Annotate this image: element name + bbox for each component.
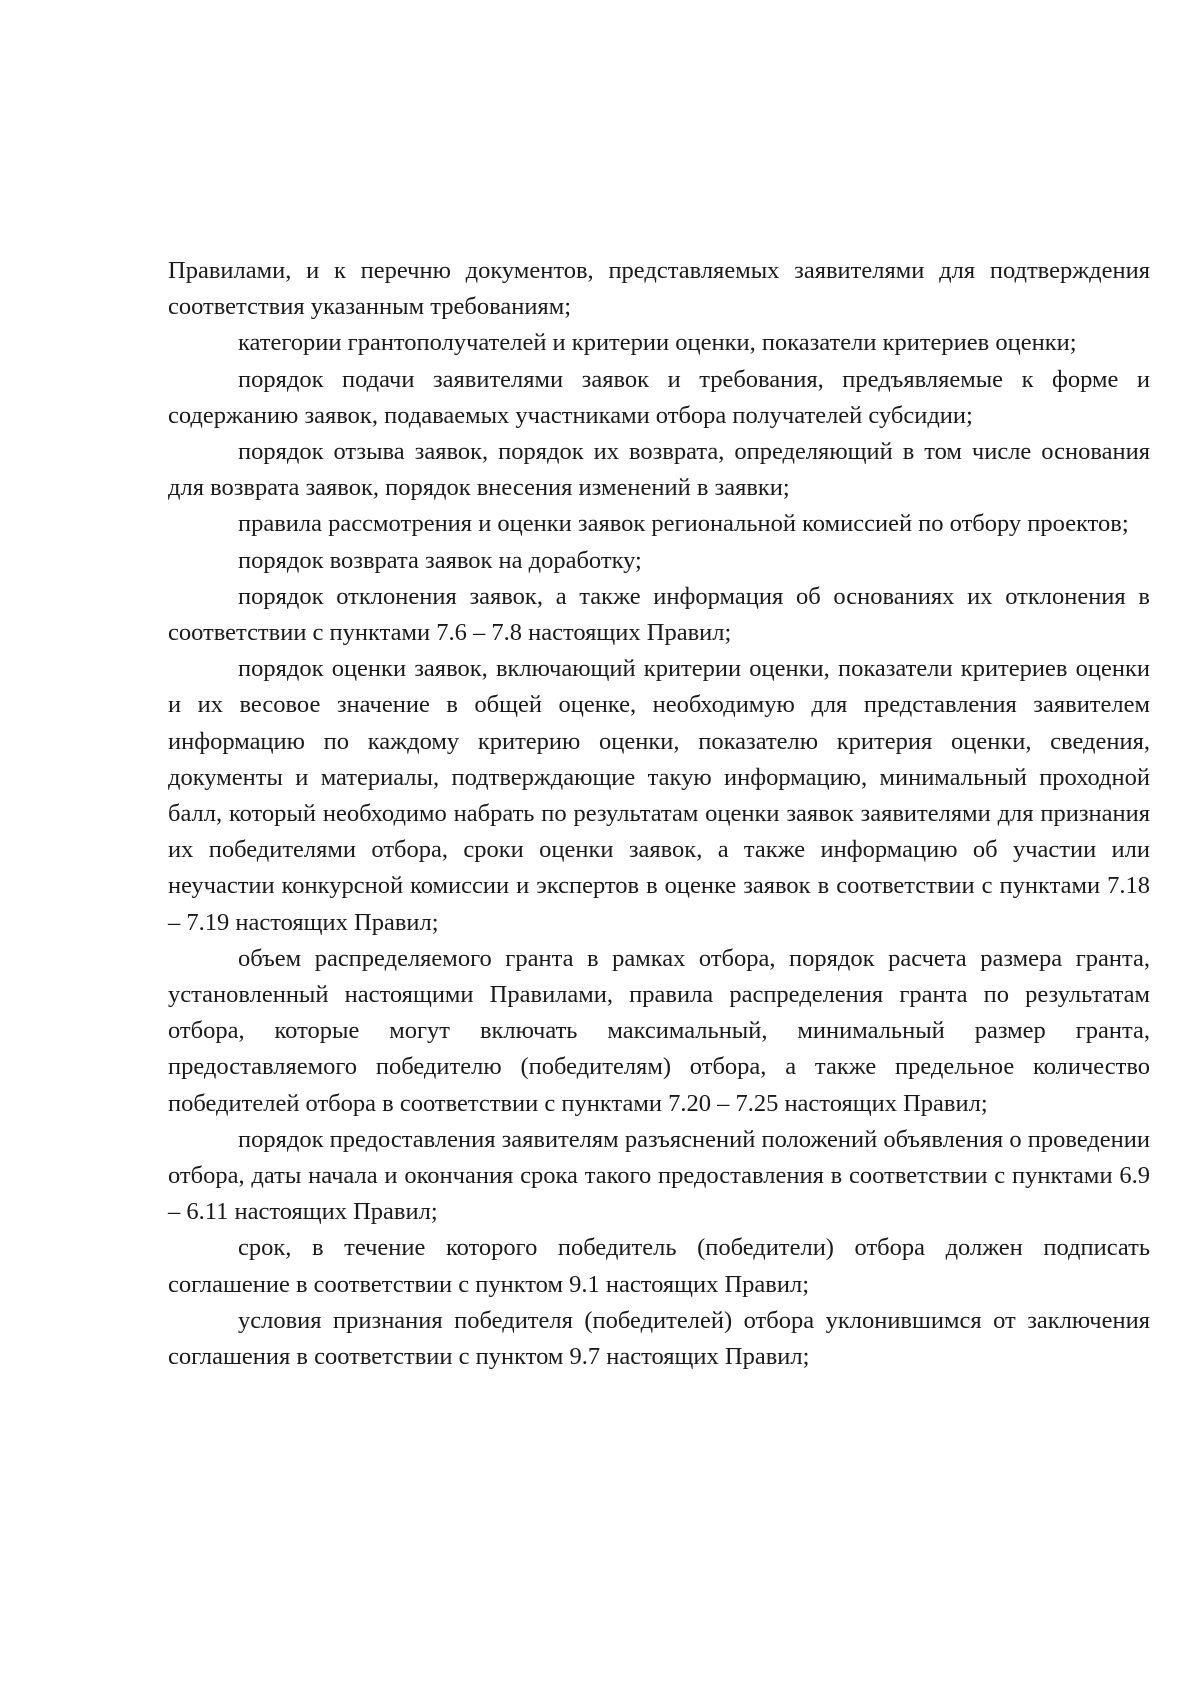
paragraph-evasion-conditions: условия признания победителя (победителей) отбора уклонившимся от заключения соглашения в соответствии с пунктом 9.7 настоящих Правил; — [168, 1306, 1150, 1371]
paragraph-application-withdrawal: порядок отзыва заявок, порядок их возврата, определяющий в том числе основания для возврата заявок, порядок внесения изменений в заявки; — [168, 438, 1150, 502]
paragraph-application-submission: порядок подачи заявителями заявок и требования, предъявляемые к форме и содержанию заявок, подаваемых участниками отбора получателей субсидии; — [168, 365, 1150, 429]
paragraph-requirements-docs: Правилами, и к перечню документов, представляемых заявителями для подтверждения соответствия указанным требованиям; — [168, 257, 1150, 321]
paragraph-grantee-categories: категории грантополучателей и критерии оценки, показатели критериев оценки; — [238, 329, 1077, 357]
paragraph-rejection-procedure: порядок отклонения заявок, а также информация об основаниях их отклонения в соответствии с пунктами 7.6 – 7.8 настоящих Правил; — [168, 582, 1150, 647]
paragraph-clarifications: порядок предоставления заявителям разъяснений положений объявления о проведении отбора, даты начала и окончания срока такого предоставления в соответствии с пунктами 6.9 – 6.11 настоящих Правил; — [168, 1125, 1150, 1226]
paragraph-evaluation-procedure: порядок оценки заявок, включающий критерии оценки, показатели критериев оценки и их весовое значение в общей оценке, необходимую для представления заявителем информацию по каждому критерию оценки, показателю критерия оценки, сведения, документы и материалы, подтверждающие такую информацию, минимальный проходной балл, который необходимо набрать по результатам оценки заявок заявителями для признания их победителями отбора, сроки оценки заявок, а также информацию об участии или неучастии конкурсной комиссии и экспертов в оценке заявок в соответствии с пунктами 7.18 – 7.19 настоящих Правил; — [168, 655, 1150, 936]
paragraph-return-for-revision: порядок возврата заявок на доработку; — [238, 546, 642, 574]
document-body — [168, 253, 1150, 1375]
paragraph-grant-volume: объем распределяемого гранта в рамках отбора, порядок расчета размера гранта, установленный настоящими Правилами, правила распределения гранта по результатам отбора, которые могут включать максимальный, минимальный размер гранта, предоставляемого победителю (победителям) отбора, а также предельное количество победителей отбора в соответствии с пунктами 7.20 – 7.25 настоящих Правил; — [168, 944, 1150, 1117]
paragraph-review-rules: правила рассмотрения и оценки заявок региональной комиссией по отбору проектов; — [238, 510, 1129, 538]
paragraph-agreement-deadline: срок, в течение которого победитель (победители) отбора должен подписать соглашение в соответствии с пунктом 9.1 настоящих Правил; — [168, 1234, 1150, 1298]
